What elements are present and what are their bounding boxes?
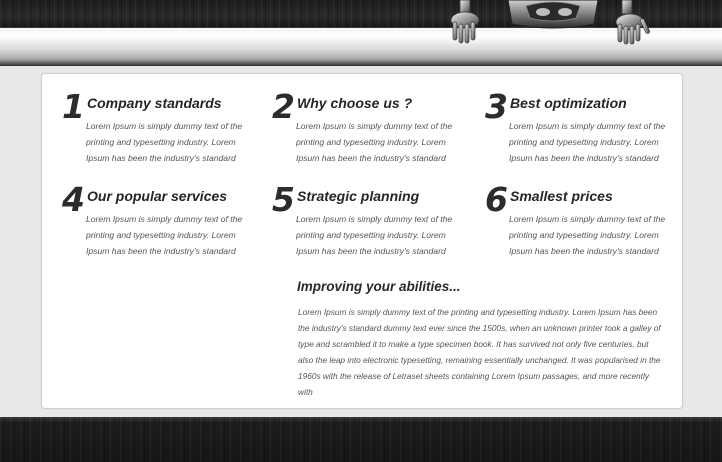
- footer-wood-band: [0, 417, 722, 462]
- improving-title: Improving your abilities...: [297, 279, 461, 294]
- feature-number: 4: [62, 180, 84, 219]
- feature-title[interactable]: Smallest prices: [510, 188, 613, 204]
- feature-number: 3: [485, 87, 507, 126]
- feature-description: Lorem Ipsum is simply dummy text of the printing and typesetting industry. Lorem Ipsum has been the industry's standard: [509, 214, 666, 256]
- feature-description: Lorem Ipsum is simply dummy text of the printing and typesetting industry. Lorem Ipsum has been the industry's standard: [509, 121, 666, 163]
- feature-title[interactable]: Why choose us ?: [297, 95, 413, 111]
- feature-title[interactable]: Our popular services: [87, 188, 228, 204]
- feature-title[interactable]: Company standards: [87, 95, 222, 111]
- feature-description: Lorem Ipsum is simply dummy text of the printing and typesetting industry. Lorem Ipsum has been the industry's standard: [86, 214, 243, 256]
- feature-number: 1: [62, 87, 84, 126]
- robot-hands-icon: [448, 0, 658, 46]
- feature-description: Lorem Ipsum is simply dummy text of the printing and typesetting industry. Lorem Ipsum has been the industry's standard: [86, 121, 243, 163]
- improving-text: Lorem Ipsum is simply dummy text of the printing and typesetting industry. Lorem Ipsum has been the industry's standard dummy text ever since the 1500s, when an unknown printer took a galley of type and scrambled it to make a type specimen book. It has survived not only five centuries, but also the leap into electronic typesetting, remaining essentially unchanged. It was popularised in the 1960s with the release of Letraset sheets containing Lorem Ipsum passages, and more recently with: [298, 307, 661, 397]
- feature-number: 2: [272, 87, 294, 126]
- feature-title[interactable]: Strategic planning: [297, 188, 420, 204]
- feature-number: 6: [485, 180, 507, 219]
- feature-description: Lorem Ipsum is simply dummy text of the printing and typesetting industry. Lorem Ipsum has been the industry's standard: [296, 121, 453, 163]
- content-panel: [41, 73, 683, 409]
- feature-number: 5: [272, 180, 294, 219]
- feature-title[interactable]: Best optimization: [510, 95, 627, 111]
- feature-description: Lorem Ipsum is simply dummy text of the printing and typesetting industry. Lorem Ipsum has been the industry's standard: [296, 214, 453, 256]
